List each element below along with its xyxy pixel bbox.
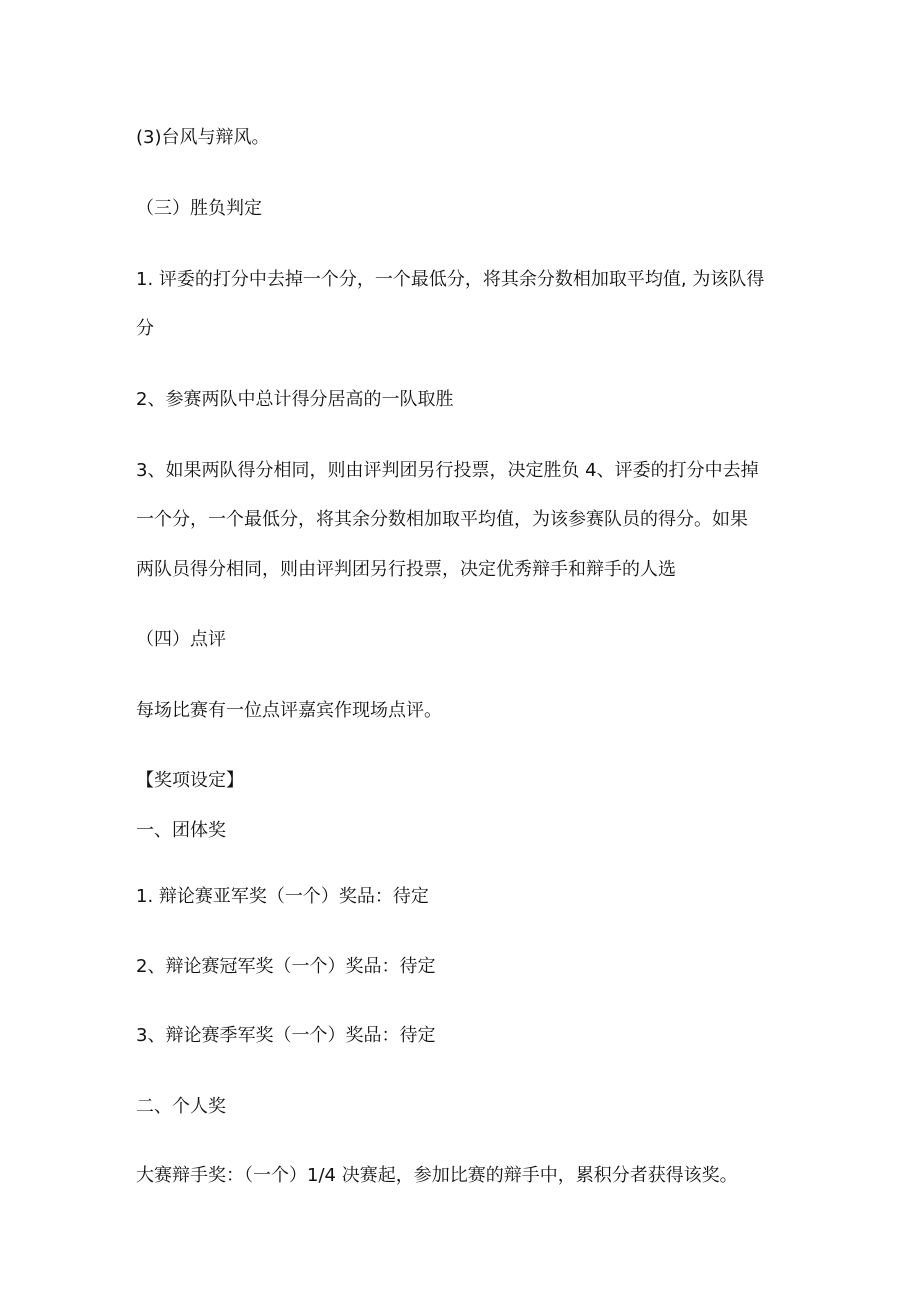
section-heading: 【奖项设定】 [136,770,244,791]
section-heading: 二、个人奖 [136,1096,226,1117]
text-line: 1. 评委的打分中去掉一个分，一个最低分，将其余分数相加取平均值, 为该队得 [136,269,765,290]
text-line: 3、辩论赛季军奖（一个）奖品：待定 [136,1025,436,1046]
section-heading: （三）胜负判定 [136,198,262,219]
text-line: 每场比赛有一位点评嘉宾作现场点评。 [136,700,442,721]
text-line: 3、如果两队得分相同，则由评判团另行投票，决定胜负 4、评委的打分中去掉 [136,460,759,481]
text-line: 2、辩论赛冠军奖（一个）奖品：待定 [136,956,436,977]
text-line: 1. 辩论赛亚军奖（一个）奖品：待定 [136,886,429,907]
text-line: 大赛辩手奖：（一个）1/4 决赛起，参加比赛的辩手中，累积分者获得该奖。 [136,1165,738,1186]
text-line: 2、参赛两队中总计得分居高的一队取胜 [136,389,454,410]
text-line: (3)台风与辩风。 [136,127,270,148]
text-line: 两队员得分相同，则由评判团另行投票，决定优秀辩手和辩手的人选 [136,559,676,580]
section-heading: 一、团体奖 [136,820,226,841]
section-heading: （四）点评 [136,629,226,650]
text-line: 一个分，一个最低分，将其余分数相加取平均值，为该参赛队员的得分。如果 [136,509,748,530]
text-line: 分 [136,318,154,339]
